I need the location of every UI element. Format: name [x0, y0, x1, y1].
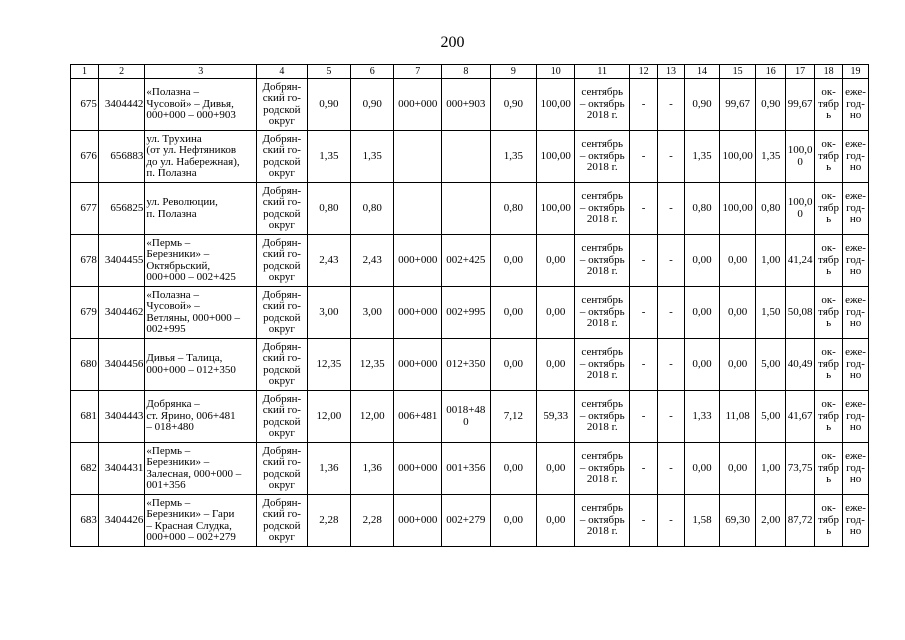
repair-period-cell: сентябрь – октябрь 2018 г. [575, 79, 630, 131]
road-code-cell: 3404455 [98, 235, 145, 287]
col-17-cell: 41,24 [786, 235, 815, 287]
road-code-cell: 3404443 [98, 391, 145, 443]
table-row [71, 79, 869, 131]
frequency-cell: еже- год- но [843, 443, 869, 495]
col-16-cell: 0,90 [756, 79, 786, 131]
col-13-cell: - [658, 495, 685, 547]
repair-period-cell: сентябрь – октябрь 2018 г. [575, 287, 630, 339]
col-14-cell: 0,00 [684, 339, 719, 391]
col-14-cell: 0,90 [684, 79, 719, 131]
road-code-cell: 656883 [98, 131, 145, 183]
col-16-cell: 1,00 [756, 235, 786, 287]
owner-cell: Добрян- ский го- родской округ [257, 79, 308, 131]
col-14-cell: 1,33 [684, 391, 719, 443]
col-12-cell: - [630, 339, 658, 391]
col-12-cell: - [630, 391, 658, 443]
road-code-cell: 3404442 [98, 79, 145, 131]
col-12-cell: - [630, 287, 658, 339]
start-km-cell [394, 183, 442, 235]
end-km-cell: 000+903 [442, 79, 491, 131]
repaired-pct-cell: 0,00 [537, 443, 575, 495]
length-2-cell: 12,35 [351, 339, 394, 391]
owner-cell: Добрян- ский го- родской округ [257, 131, 308, 183]
repaired-km-cell: 0,00 [490, 339, 537, 391]
col-16-cell: 1,50 [756, 287, 786, 339]
month-cell: ок- тябрь [815, 391, 843, 443]
col-16-cell: 2,00 [756, 495, 786, 547]
column-header: 15 [720, 65, 756, 79]
repair-period-cell: сентябрь – октябрь 2018 г. [575, 391, 630, 443]
frequency-cell: еже- год- но [843, 287, 869, 339]
frequency-cell: еже- год- но [843, 183, 869, 235]
month-cell: ок- тябрь [815, 79, 843, 131]
col-16-cell: 5,00 [756, 339, 786, 391]
row-number-cell: 682 [71, 443, 99, 495]
repair-period-cell: сентябрь – октябрь 2018 г. [575, 339, 630, 391]
col-17-cell: 41,67 [786, 391, 815, 443]
length-total-cell: 0,90 [307, 79, 350, 131]
column-header: 13 [658, 65, 685, 79]
length-total-cell: 1,35 [307, 131, 350, 183]
column-header: 2 [98, 65, 145, 79]
repaired-pct-cell: 0,00 [537, 495, 575, 547]
repaired-pct-cell: 0,00 [537, 339, 575, 391]
frequency-cell: еже- год- но [843, 391, 869, 443]
repaired-pct-cell: 0,00 [537, 287, 575, 339]
frequency-cell: еже- год- но [843, 495, 869, 547]
repaired-pct-cell: 59,33 [537, 391, 575, 443]
col-14-cell: 0,00 [684, 235, 719, 287]
col-12-cell: - [630, 183, 658, 235]
col-15-cell: 0,00 [720, 287, 756, 339]
repaired-km-cell: 0,90 [490, 79, 537, 131]
col-17-cell: 40,49 [786, 339, 815, 391]
road-name-cell: «Пермь – Березники» – Залесная, 000+000 – 001+356 [145, 443, 257, 495]
col-15-cell: 99,67 [720, 79, 756, 131]
table-row [71, 183, 869, 235]
col-15-cell: 100,00 [720, 183, 756, 235]
row-number-cell: 679 [71, 287, 99, 339]
col-13-cell: - [658, 183, 685, 235]
road-name-cell: «Пермь – Березники» – Октябрьский, 000+000 – 002+425 [145, 235, 257, 287]
col-13-cell: - [658, 339, 685, 391]
owner-cell: Добрян- ский го- родской округ [257, 183, 308, 235]
column-header: 12 [630, 65, 658, 79]
col-15-cell: 0,00 [720, 443, 756, 495]
column-header: 19 [843, 65, 869, 79]
month-cell: ок- тябрь [815, 495, 843, 547]
row-number-cell: 678 [71, 235, 99, 287]
col-15-cell: 0,00 [720, 339, 756, 391]
length-2-cell: 12,00 [351, 391, 394, 443]
column-header: 9 [490, 65, 537, 79]
frequency-cell: еже- год- но [843, 339, 869, 391]
repair-period-cell: сентябрь – октябрь 2018 г. [575, 443, 630, 495]
row-number-cell: 676 [71, 131, 99, 183]
road-name-cell: ул. Революции, п. Полазна [145, 183, 257, 235]
column-header: 14 [684, 65, 719, 79]
month-cell: ок- тябрь [815, 183, 843, 235]
start-km-cell: 000+000 [394, 235, 442, 287]
repaired-pct-cell: 0,00 [537, 235, 575, 287]
end-km-cell [442, 131, 491, 183]
road-code-cell: 656825 [98, 183, 145, 235]
month-cell: ок- тябрь [815, 235, 843, 287]
start-km-cell: 000+000 [394, 443, 442, 495]
end-km-cell: 001+356 [442, 443, 491, 495]
length-total-cell: 3,00 [307, 287, 350, 339]
column-header: 16 [756, 65, 786, 79]
repaired-km-cell: 0,00 [490, 287, 537, 339]
length-total-cell: 1,36 [307, 443, 350, 495]
table-row [71, 235, 869, 287]
repaired-km-cell: 0,00 [490, 495, 537, 547]
length-total-cell: 0,80 [307, 183, 350, 235]
column-header: 10 [537, 65, 575, 79]
table-row [71, 131, 869, 183]
col-17-cell: 100,0 0 [786, 183, 815, 235]
col-17-cell: 100,0 0 [786, 131, 815, 183]
col-12-cell: - [630, 235, 658, 287]
col-15-cell: 0,00 [720, 235, 756, 287]
length-2-cell: 2,28 [351, 495, 394, 547]
column-header: 8 [442, 65, 491, 79]
repaired-km-cell: 0,80 [490, 183, 537, 235]
column-header: 6 [351, 65, 394, 79]
column-header: 3 [145, 65, 257, 79]
row-number-cell: 683 [71, 495, 99, 547]
start-km-cell: 000+000 [394, 495, 442, 547]
repair-period-cell: сентябрь – октябрь 2018 г. [575, 183, 630, 235]
col-14-cell: 0,00 [684, 443, 719, 495]
start-km-cell: 000+000 [394, 339, 442, 391]
start-km-cell: 000+000 [394, 287, 442, 339]
column-header: 18 [815, 65, 843, 79]
table-row [71, 287, 869, 339]
column-header: 17 [786, 65, 815, 79]
road-code-cell: 3404426 [98, 495, 145, 547]
table-row [71, 443, 869, 495]
repaired-km-cell: 0,00 [490, 443, 537, 495]
col-16-cell: 1,35 [756, 131, 786, 183]
repaired-pct-cell: 100,00 [537, 131, 575, 183]
row-number-cell: 681 [71, 391, 99, 443]
repaired-km-cell: 7,12 [490, 391, 537, 443]
col-16-cell: 1,00 [756, 443, 786, 495]
length-2-cell: 0,90 [351, 79, 394, 131]
end-km-cell: 002+995 [442, 287, 491, 339]
col-15-cell: 100,00 [720, 131, 756, 183]
row-number-cell: 677 [71, 183, 99, 235]
owner-cell: Добрян- ский го- родской округ [257, 495, 308, 547]
road-name-cell: «Полазна – Чусовой» – Ветляны, 000+000 – 002+995 [145, 287, 257, 339]
repair-period-cell: сентябрь – октябрь 2018 г. [575, 131, 630, 183]
col-14-cell: 1,35 [684, 131, 719, 183]
col-15-cell: 69,30 [720, 495, 756, 547]
col-13-cell: - [658, 443, 685, 495]
end-km-cell: 012+350 [442, 339, 491, 391]
owner-cell: Добрян- ский го- родской округ [257, 443, 308, 495]
start-km-cell [394, 131, 442, 183]
length-2-cell: 1,35 [351, 131, 394, 183]
col-13-cell: - [658, 287, 685, 339]
road-name-cell: «Полазна – Чусовой» – Дивья, 000+000 – 000+903 [145, 79, 257, 131]
length-total-cell: 12,00 [307, 391, 350, 443]
col-13-cell: - [658, 391, 685, 443]
col-13-cell: - [658, 235, 685, 287]
length-2-cell: 3,00 [351, 287, 394, 339]
road-code-cell: 3404462 [98, 287, 145, 339]
col-14-cell: 0,00 [684, 287, 719, 339]
column-header: 11 [575, 65, 630, 79]
month-cell: ок- тябрь [815, 339, 843, 391]
road-name-cell: Добрянка – ст. Ярино, 006+481 – 018+480 [145, 391, 257, 443]
col-12-cell: - [630, 495, 658, 547]
start-km-cell: 006+481 [394, 391, 442, 443]
end-km-cell [442, 183, 491, 235]
col-16-cell: 5,00 [756, 391, 786, 443]
col-12-cell: - [630, 443, 658, 495]
table-row [71, 391, 869, 443]
roads-table [70, 64, 869, 547]
month-cell: ок- тябрь [815, 131, 843, 183]
col-17-cell: 99,67 [786, 79, 815, 131]
length-2-cell: 0,80 [351, 183, 394, 235]
length-total-cell: 2,43 [307, 235, 350, 287]
header-row [71, 65, 869, 79]
end-km-cell: 002+425 [442, 235, 491, 287]
col-16-cell: 0,80 [756, 183, 786, 235]
col-17-cell: 87,72 [786, 495, 815, 547]
col-17-cell: 50,08 [786, 287, 815, 339]
col-17-cell: 73,75 [786, 443, 815, 495]
length-2-cell: 1,36 [351, 443, 394, 495]
road-name-cell: «Пермь – Березники» – Гари – Красная Слудка, 000+000 – 002+279 [145, 495, 257, 547]
frequency-cell: еже- год- но [843, 131, 869, 183]
row-number-cell: 675 [71, 79, 99, 131]
road-name-cell: Дивья – Талица, 000+000 – 012+350 [145, 339, 257, 391]
road-code-cell: 3404431 [98, 443, 145, 495]
table-row [71, 495, 869, 547]
table-row [71, 339, 869, 391]
frequency-cell: еже- год- но [843, 235, 869, 287]
column-header: 5 [307, 65, 350, 79]
owner-cell: Добрян- ский го- родской округ [257, 339, 308, 391]
col-13-cell: - [658, 79, 685, 131]
road-name-cell: ул. Трухина (от ул. Нефтяников до ул. Набережная), п. Полазна [145, 131, 257, 183]
end-km-cell: 0018+48 0 [442, 391, 491, 443]
length-total-cell: 2,28 [307, 495, 350, 547]
row-number-cell: 680 [71, 339, 99, 391]
col-14-cell: 0,80 [684, 183, 719, 235]
repair-period-cell: сентябрь – октябрь 2018 г. [575, 495, 630, 547]
repaired-pct-cell: 100,00 [537, 79, 575, 131]
frequency-cell: еже- год- но [843, 79, 869, 131]
owner-cell: Добрян- ский го- родской округ [257, 287, 308, 339]
start-km-cell: 000+000 [394, 79, 442, 131]
repair-period-cell: сентябрь – октябрь 2018 г. [575, 235, 630, 287]
col-12-cell: - [630, 79, 658, 131]
month-cell: ок- тябрь [815, 287, 843, 339]
owner-cell: Добрян- ский го- родской округ [257, 235, 308, 287]
repaired-pct-cell: 100,00 [537, 183, 575, 235]
col-13-cell: - [658, 131, 685, 183]
road-code-cell: 3404456 [98, 339, 145, 391]
repaired-km-cell: 1,35 [490, 131, 537, 183]
column-header: 1 [71, 65, 99, 79]
end-km-cell: 002+279 [442, 495, 491, 547]
col-14-cell: 1,58 [684, 495, 719, 547]
column-header: 4 [257, 65, 308, 79]
page-number: 200 [440, 34, 465, 51]
month-cell: ок- тябрь [815, 443, 843, 495]
owner-cell: Добрян- ский го- родской округ [257, 391, 308, 443]
col-15-cell: 11,08 [720, 391, 756, 443]
length-total-cell: 12,35 [307, 339, 350, 391]
column-header: 7 [394, 65, 442, 79]
repaired-km-cell: 0,00 [490, 235, 537, 287]
length-2-cell: 2,43 [351, 235, 394, 287]
col-12-cell: - [630, 131, 658, 183]
